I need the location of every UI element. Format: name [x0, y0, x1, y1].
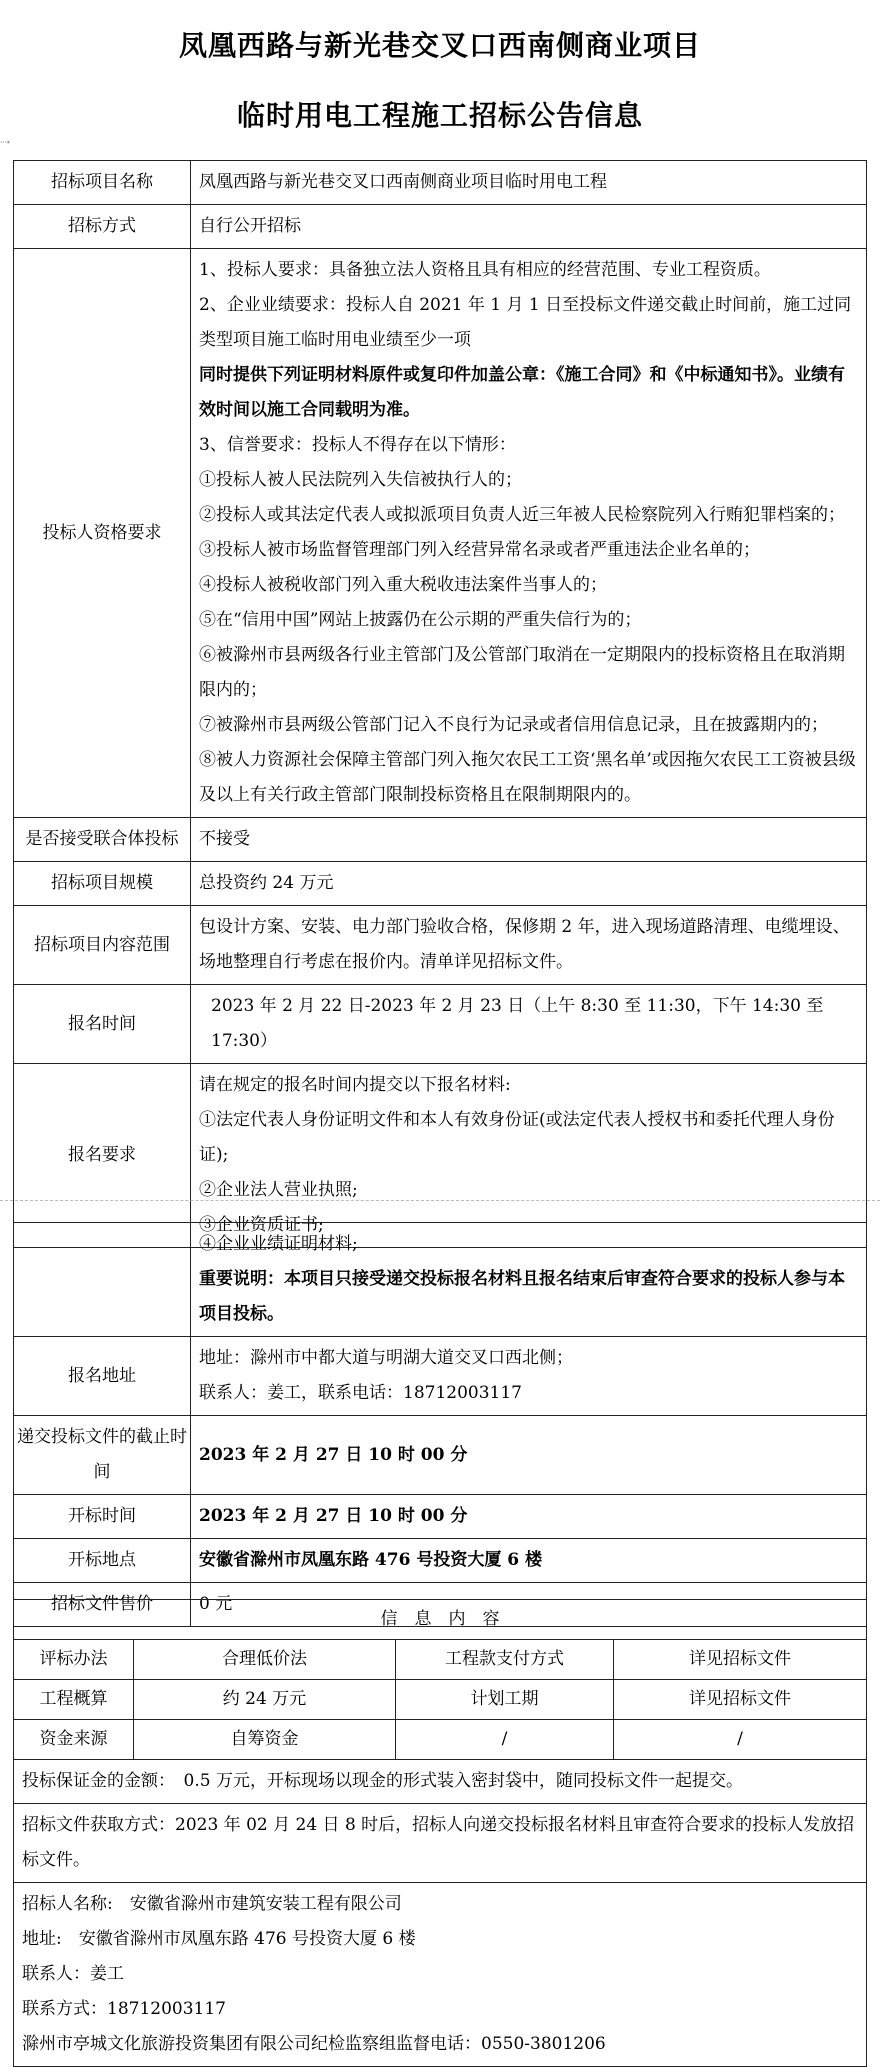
project-name-value: 凤凰西路与新光巷交叉口西南侧商业项目临时用电工程: [191, 161, 867, 205]
qualification-line: ⑧被人力资源社会保障主管部门列入拖欠农民工工资‘黑名单’或因拖欠农民工工资被县级及以上有关行政主管部门限制投标资格且在限制期限内的。: [199, 750, 856, 805]
registration-requirements-cont: [191, 1223, 867, 1337]
table-row: [14, 1416, 867, 1495]
table-row: [14, 985, 867, 1064]
registration-address: [191, 1337, 867, 1416]
contact-line: 地址: 安徽省滁州市凤凰东路 476 号投资大厦 6 楼: [22, 1929, 416, 1949]
registration-requirement-line: ②企业法人营业执照;: [199, 1180, 358, 1200]
info-content-table: [13, 1599, 867, 2067]
price-label: 招标文件售价: [14, 1583, 191, 1627]
table-cell: 约 24 万元: [134, 1680, 396, 1720]
qualification-line-bold: 同时提供下列证明材料原件或复印件加盖公章：《施工合同》和《中标通知书》。业绩有效时间以施工合同载明为准。: [199, 365, 845, 420]
table-row: [14, 1223, 867, 1337]
qualification-line: ③投标人被市场监督管理部门列入经营异常名录或者严重违法企业名单的；: [199, 540, 760, 560]
scope-value: 包设计方案、安装、电力部门验收合格，保修期 2 年，进入现场道路清理、电缆埋设、场地整理自行考虑在报价内。清单详见招标文件。: [191, 906, 867, 985]
registration-address-line: 地址：滁州市中都大道与明湖大道交叉口西北侧；: [199, 1348, 573, 1368]
table-cell: /: [614, 1720, 867, 1760]
registration-requirement-line: ①法定代表人身份证明文件和本人有效身份证(或法定代表人授权书和委托代理人身份证);: [199, 1110, 835, 1165]
contact-line: 招标人名称: 安徽省滁州市建筑安装工程有限公司: [22, 1894, 402, 1914]
table-row: [14, 205, 867, 249]
table-row: [14, 1539, 867, 1583]
table-row: [14, 1495, 867, 1539]
qualification-line: 2、企业业绩要求：投标人自 2021 年 1 月 1 日至投标文件递交截止时间前，施工过同类型项目施工临时用电业绩至少一项: [199, 295, 852, 350]
qualification-line: ⑦被滁州市县两级公管部门记入不良行为记录或者信用信息记录，且在披露期内的；: [199, 715, 828, 735]
table-row: [14, 1064, 867, 1248]
opening-place-value: 安徽省滁州市凤凰东路 476 号投资大厦 6 楼: [191, 1539, 867, 1583]
page-title-line-2: 临时用电工程施工招标公告信息: [236, 99, 643, 132]
table-cell: 详见招标文件: [614, 1680, 867, 1720]
registration-time-label: 报名时间: [14, 985, 191, 1064]
contact-line: 滁州市亭城文化旅游投资集团有限公司纪检监察组监督电话：0550-3801206: [22, 2034, 606, 2054]
table-row: [14, 818, 867, 862]
registration-requirement-line: ③企业资质证书;: [199, 1215, 324, 1235]
table-cell: 自筹资金: [134, 1720, 396, 1760]
project-name-label: 招标项目名称: [14, 161, 191, 205]
registration-contact-line: 联系人：姜工，联系电话：18712003117: [199, 1383, 522, 1403]
qualification-requirements: [191, 249, 867, 818]
table-row: [14, 1337, 867, 1416]
price-value: 0 元: [191, 1583, 867, 1627]
table-cell: 合理低价法: [134, 1640, 396, 1680]
table-cell: 计划工期: [396, 1680, 614, 1720]
qualification-label: 投标人资格要求: [14, 249, 191, 818]
table-row: [14, 1804, 867, 1883]
scale-label: 招标项目规模: [14, 862, 191, 906]
info-content-header: 信 息 内 容: [14, 1600, 867, 1640]
registration-time-value: 2023 年 2 月 22 日-2023 年 2 月 23 日（上午 8:30 至 11:30，下午 14:30 至 17:30）: [191, 985, 867, 1064]
table-cell: 资金来源: [14, 1720, 134, 1760]
table-cell: 工程款支付方式: [396, 1640, 614, 1680]
table-cell: /: [396, 1720, 614, 1760]
table-row: [14, 1680, 867, 1720]
opening-place-label: 开标地点: [14, 1539, 191, 1583]
scope-label: 招标项目内容范围: [14, 906, 191, 985]
registration-requirements-cont-label: [14, 1223, 191, 1337]
table-row: [14, 1760, 867, 1804]
page-break-divider: [0, 1200, 880, 1201]
tender-info-table-part1: [13, 160, 867, 1248]
deadline-value: 2023 年 2 月 27 日 10 时 00 分: [191, 1416, 867, 1495]
registration-address-label: 报名地址: [14, 1337, 191, 1416]
scale-value: 总投资约 24 万元: [191, 862, 867, 906]
joint-bid-label: 是否接受联合体投标: [14, 818, 191, 862]
qualification-line: ①投标人被人民法院列入失信被执行人的；: [199, 470, 522, 490]
registration-requirement-line: ④企业业绩证明材料;: [199, 1234, 358, 1254]
contact-line: 联系方式：18712003117: [22, 1999, 226, 2019]
qualification-line: 1、投标人要求：具备独立法人资格且具有相应的经营范围、专业工程资质。: [199, 260, 771, 280]
qualification-line: ④投标人被税收部门列入重大税收违法案件当事人的；: [199, 575, 607, 595]
table-move-handle-icon[interactable]: ⇢: [0, 135, 11, 149]
table-row: [14, 1640, 867, 1680]
table-cell: 评标办法: [14, 1640, 134, 1680]
table-row: [14, 1883, 867, 2067]
table-row: [14, 862, 867, 906]
opening-time-value: 2023 年 2 月 27 日 10 时 00 分: [191, 1495, 867, 1539]
table-cell: 工程概算: [14, 1680, 134, 1720]
document-acquisition-info: 招标文件获取方式：2023 年 02 月 24 日 8 时后，招标人向递交投标报名材料且审查符合要求的投标人发放招标文件。: [14, 1804, 867, 1883]
registration-requirement-line: 请在规定的报名时间内提交以下报名材料:: [199, 1075, 511, 1095]
qualification-line: ⑥被滁州市县两级各行业主管部门及公管部门取消在一定期限内的投标资格且在取消期限内的；: [199, 645, 845, 700]
table-row: [14, 1600, 867, 1640]
table-row: [14, 906, 867, 985]
qualification-line: ②投标人或其法定代表人或拟派项目负责人近三年被人民检察院列入行贿犯罪档案的；: [199, 505, 845, 525]
table-row: [14, 249, 867, 818]
method-label: 招标方式: [14, 205, 191, 249]
tender-info-table-part2: [13, 1222, 867, 1627]
tenderer-contact-info: [14, 1883, 867, 2067]
registration-requirements: [191, 1064, 867, 1248]
qualification-line: ⑤在“信用中国”网站上披露仍在公示期的严重失信行为的；: [199, 610, 642, 630]
deadline-label: 递交投标文件的截止时间: [14, 1416, 191, 1495]
joint-bid-value: 不接受: [191, 818, 867, 862]
deposit-info: 投标保证金的金额： 0.5 万元，开标现场以现金的形式装入密封袋中，随同投标文件一起提交。: [14, 1760, 867, 1804]
table-row: [14, 1720, 867, 1760]
method-value: 自行公开招标: [191, 205, 867, 249]
qualification-line: 3、信誉要求：投标人不得存在以下情形：: [199, 435, 516, 455]
table-row: [14, 161, 867, 205]
registration-requirements-label: 报名要求: [14, 1064, 191, 1248]
page-title-line-1: 凤凰西路与新光巷交叉口西南侧商业项目: [178, 29, 701, 62]
contact-line: 联系人：姜工: [22, 1964, 124, 1984]
important-note: 重要说明：本项目只接受递交投标报名材料且报名结束后审查符合要求的投标人参与本项目投标。: [199, 1269, 845, 1324]
opening-time-label: 开标时间: [14, 1495, 191, 1539]
table-cell: 详见招标文件: [614, 1640, 867, 1680]
